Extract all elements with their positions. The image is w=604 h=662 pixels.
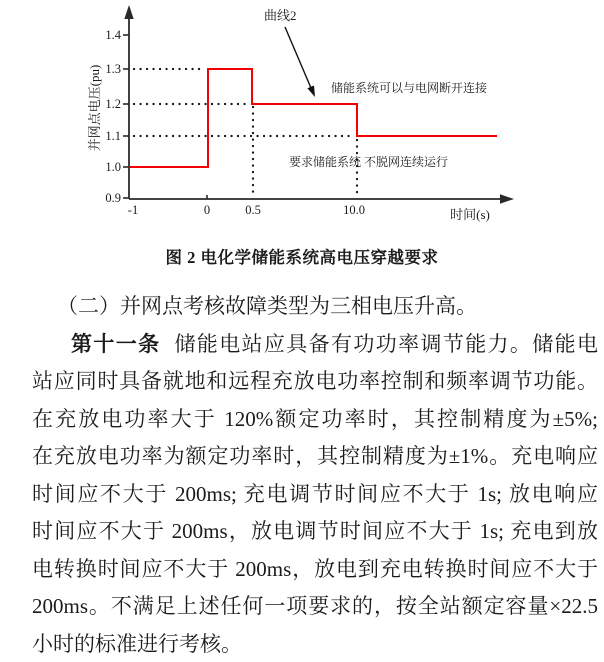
paragraph-line-1: （二）并网点考核故障类型为三相电压升高。 [57, 294, 477, 318]
y-tick-1.4: 1.4 [105, 28, 121, 42]
x-axis [129, 194, 514, 203]
y-axis-arrow-icon [124, 5, 133, 19]
paragraph-line-10: 小时的标准进行考核。 [32, 631, 242, 656]
x-tick-10.0: 10.0 [343, 203, 365, 217]
y-tick-1.3: 1.3 [105, 62, 121, 76]
annotation-disconnect: 储能系统可以与电网断开连接 [331, 81, 488, 95]
y-tick-1.0: 1.0 [105, 160, 121, 174]
paragraph-line-3: 站应同时具备就地和远程充放电功率控制和频率调节功能。 [32, 369, 598, 393]
article-number: 第十一条 [71, 331, 161, 356]
paragraph-line-2 [32, 326, 598, 364]
x-tick-0.5: 0.5 [245, 203, 261, 217]
paragraph-line-7: 时间应不大于 200ms，放电调节时间应不大于 1s; 充电到放 [32, 519, 598, 543]
x-tick-neg1: -1 [127, 203, 139, 217]
y-axis [123, 5, 134, 199]
paragraph-line-5: 在充放电功率为额定功率时，其控制精度为±1%。充电响应 [32, 444, 598, 468]
figure-caption: 图 2 电化学储能系统高电压穿越要求 [165, 248, 439, 267]
article-text-start: 储能电站应具备有功功率调节能力。储能电 [174, 331, 599, 356]
y-tick-0.9: 0.9 [105, 191, 121, 205]
x-tick-0: 0 [203, 203, 211, 217]
body-text [32, 288, 598, 662]
curve-2-label: 曲线2 [264, 8, 297, 23]
curve-2-arrow [285, 27, 315, 97]
y-tick-1.2: 1.2 [105, 97, 121, 111]
y-tick-1.1: 1.1 [105, 129, 121, 143]
dotted-reference-lines [134, 69, 357, 197]
hvrt-chart [0, 0, 604, 236]
paragraph-line-6: 时间应不大于 200ms; 充电调节时间应不大于 1s; 放电响应 [32, 481, 598, 506]
y-axis-title: 并网点电压(pu) [87, 64, 102, 152]
paragraph-line-4: 在充放电功率大于 120%额定功率时，其控制精度为±5%; [32, 406, 598, 431]
x-axis-title: 时间(s) [450, 207, 490, 222]
x-axis-arrow-icon [500, 194, 514, 203]
annotation-stay-connected: 要求储能系统 不脱网连续运行 [289, 155, 449, 169]
paragraph-line-9: 200ms。不满足上述任何一项要求的，按全站额定容量×22.5 [32, 594, 598, 618]
paragraph-line-8: 电转换时间应不大于 200ms，放电到充电转换时间应不大于 [32, 556, 598, 581]
